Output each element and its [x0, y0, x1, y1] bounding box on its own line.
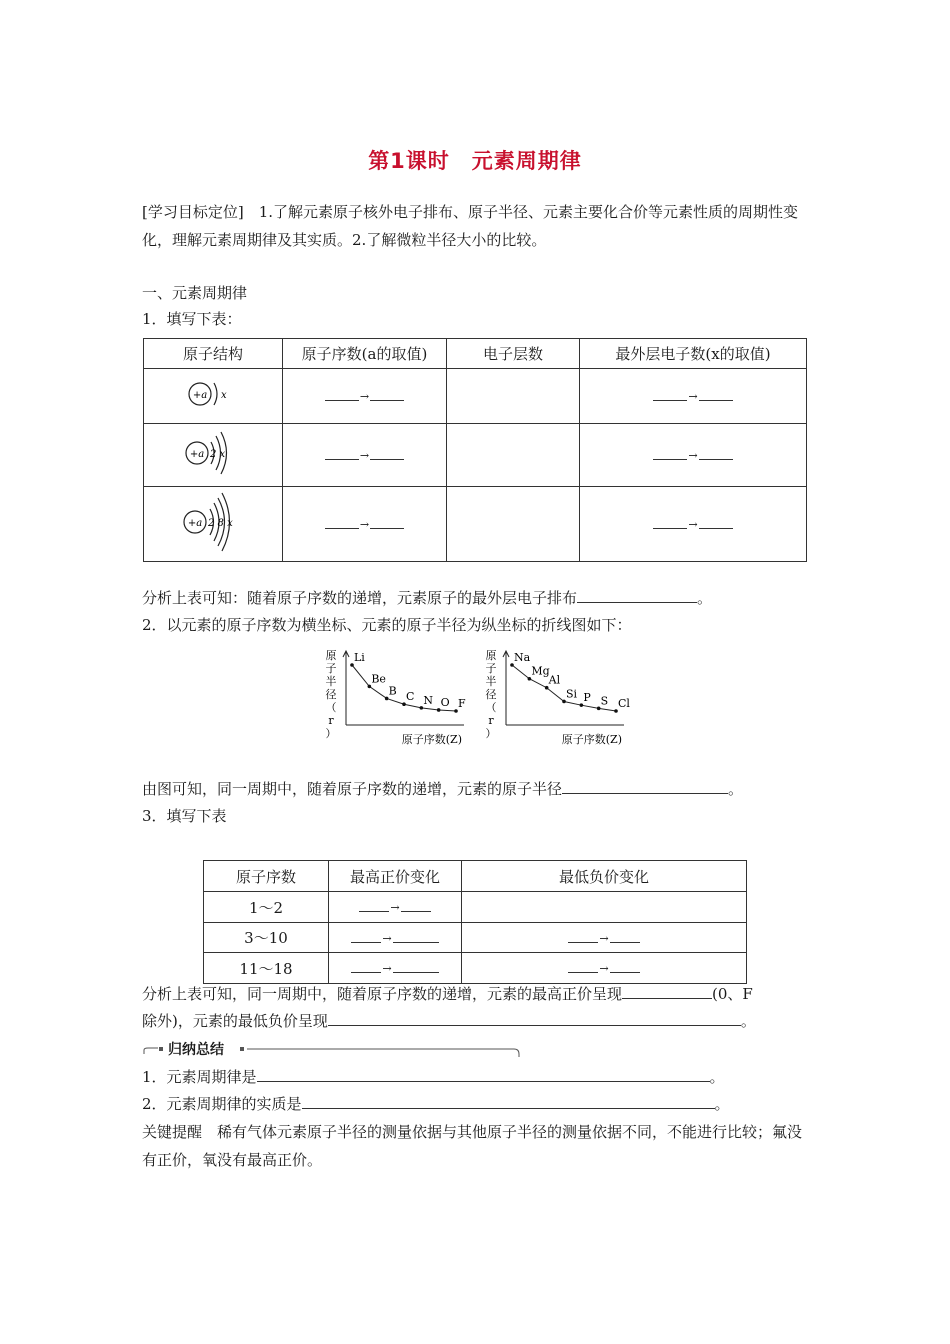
shell-label: x	[221, 390, 227, 401]
analysis-3: 分析上表可知，同一周期中，随着原子序数的递增，元素的最高正价呈现 (0、F	[142, 985, 753, 1003]
atomic-radius-chart-period3	[482, 645, 632, 749]
table1-header: 电子层数	[447, 339, 580, 369]
atomic-radius-chart-period2	[322, 645, 472, 749]
nucleus-label: +a	[187, 518, 203, 529]
y-axis-label-char: r	[488, 714, 494, 727]
table-row	[204, 923, 747, 953]
answer-blank[interactable]	[328, 1011, 741, 1026]
element-label: Mg	[531, 664, 550, 678]
y-axis-label-char: r	[328, 714, 334, 727]
y-axis-label-char: ）	[325, 727, 337, 740]
table-row	[144, 424, 807, 487]
key-tip-label: 关键提醒	[142, 1123, 203, 1141]
element-label: S	[600, 694, 609, 708]
answer-blank[interactable]: →	[568, 932, 639, 945]
element-label: Na	[514, 651, 531, 664]
table-row	[204, 892, 747, 923]
y-axis-label-char: 原	[325, 649, 337, 662]
valence-table	[203, 860, 747, 984]
atomic-number-range: 1～2	[204, 892, 329, 923]
objectives-label: [学习目标定位]	[142, 203, 244, 221]
x-axis-label: 原子序数(Z)	[401, 733, 462, 746]
summary-label: 归纳总结	[168, 1042, 224, 1058]
y-axis-label-char: 径	[485, 688, 497, 701]
y-axis-label-char: 半	[485, 675, 497, 688]
shell-label: 2 x	[210, 449, 226, 460]
element-label: P	[583, 691, 591, 705]
electron-structure-table	[143, 338, 807, 562]
y-axis-label-char: 子	[325, 662, 337, 675]
answer-blank[interactable]: →	[359, 901, 430, 914]
question-1: 1．填写下表：	[142, 310, 242, 328]
nucleus-label: +a	[189, 449, 205, 460]
atomic-number-range: 3～10	[204, 923, 329, 953]
y-axis-label-char: ）	[485, 727, 497, 740]
summary-item-2: 2．元素周期律的实质是 。	[142, 1095, 730, 1113]
question-2: 2．以元素的原子序数为横坐标、元素的原子半径为纵坐标的折线图如下：	[142, 616, 632, 634]
section-heading: 一、元素周期律	[142, 284, 248, 302]
atom-structure-diagram	[144, 369, 283, 424]
element-label: Be	[371, 672, 386, 686]
answer-blank[interactable]	[562, 779, 728, 794]
answer-cell[interactable]	[447, 424, 580, 487]
answer-cell	[462, 892, 747, 923]
table1-header: 原子序数(a的取值)	[283, 339, 447, 369]
atom-structure-diagram	[144, 424, 283, 487]
key-tip-text: 稀有气体元素原子半径的测量依据与其他原子半径的测量依据不同，不能进行比较；氟没有正价，氧没有最高正价。	[142, 1123, 803, 1169]
answer-blank[interactable]: →	[325, 390, 404, 403]
summary-item-1: 1．元素周期律是 。	[142, 1068, 725, 1086]
y-axis-label-char: （	[325, 701, 337, 714]
answer-blank[interactable]: →	[351, 932, 438, 945]
atomic-number-range: 11～18	[204, 953, 329, 984]
table2-header: 最低负价变化	[462, 861, 747, 892]
key-tip	[142, 1118, 810, 1174]
analysis-1: 分析上表可知：随着原子序数的递增，元素原子的最外层电子排布 。	[142, 589, 713, 607]
element-label: N	[423, 693, 433, 707]
table-row	[144, 369, 807, 424]
table-row	[204, 953, 747, 984]
element-label: O	[440, 695, 450, 709]
answer-cell[interactable]	[447, 369, 580, 424]
element-label: B	[388, 684, 397, 698]
table2-header: 原子序数	[204, 861, 329, 892]
element-label: C	[406, 690, 415, 704]
table-row	[144, 487, 807, 562]
element-label: F	[458, 697, 466, 710]
table1-header: 最外层电子数(x的取值)	[580, 339, 807, 369]
x-axis-label: 原子序数(Z)	[561, 733, 622, 746]
answer-cell[interactable]	[447, 487, 580, 562]
analysis-3-cont: 除外)，元素的最低负价呈现 。	[142, 1012, 756, 1030]
analysis-2: 由图可知，同一周期中，随着原子序数的递增，元素的原子半径 。	[142, 780, 744, 798]
table1-header: 原子结构	[144, 339, 283, 369]
y-axis-label-char: 径	[325, 688, 337, 701]
element-label: Al	[548, 673, 561, 687]
table2-header: 最高正价变化	[329, 861, 462, 892]
answer-blank[interactable]: →	[351, 962, 438, 975]
element-label: Li	[354, 651, 365, 664]
learning-objectives	[142, 198, 810, 254]
answer-blank[interactable]	[577, 588, 697, 603]
element-label: Si	[566, 687, 578, 701]
answer-blank[interactable]: →	[653, 518, 732, 531]
element-label: Cl	[618, 697, 630, 710]
answer-blank[interactable]	[622, 984, 712, 999]
y-axis-label-char: 子	[485, 662, 497, 675]
answer-blank[interactable]	[257, 1067, 710, 1082]
answer-blank[interactable]: →	[325, 449, 404, 462]
shell-label: 2 8 x	[208, 518, 233, 529]
answer-blank[interactable]: →	[653, 390, 732, 403]
answer-blank[interactable]: →	[568, 962, 639, 975]
nucleus-label: +a	[192, 390, 208, 401]
page-title: 第1课时 元素周期律	[368, 149, 582, 173]
answer-blank[interactable]: →	[653, 449, 732, 462]
y-axis-label-char: 半	[325, 675, 337, 688]
answer-blank[interactable]	[302, 1094, 715, 1109]
question-3: 3．填写下表	[142, 807, 227, 825]
objectives-text: 1.了解元素原子核外电子排布、原子半径、元素主要化合价等元素性质的周期性变化，理解元素周期律及其实质。2.了解微粒半径大小的比较。	[142, 203, 799, 249]
answer-blank[interactable]: →	[325, 518, 404, 531]
y-axis-label-char: （	[485, 701, 497, 714]
atom-structure-diagram	[144, 487, 283, 562]
y-axis-label-char: 原	[485, 649, 497, 662]
